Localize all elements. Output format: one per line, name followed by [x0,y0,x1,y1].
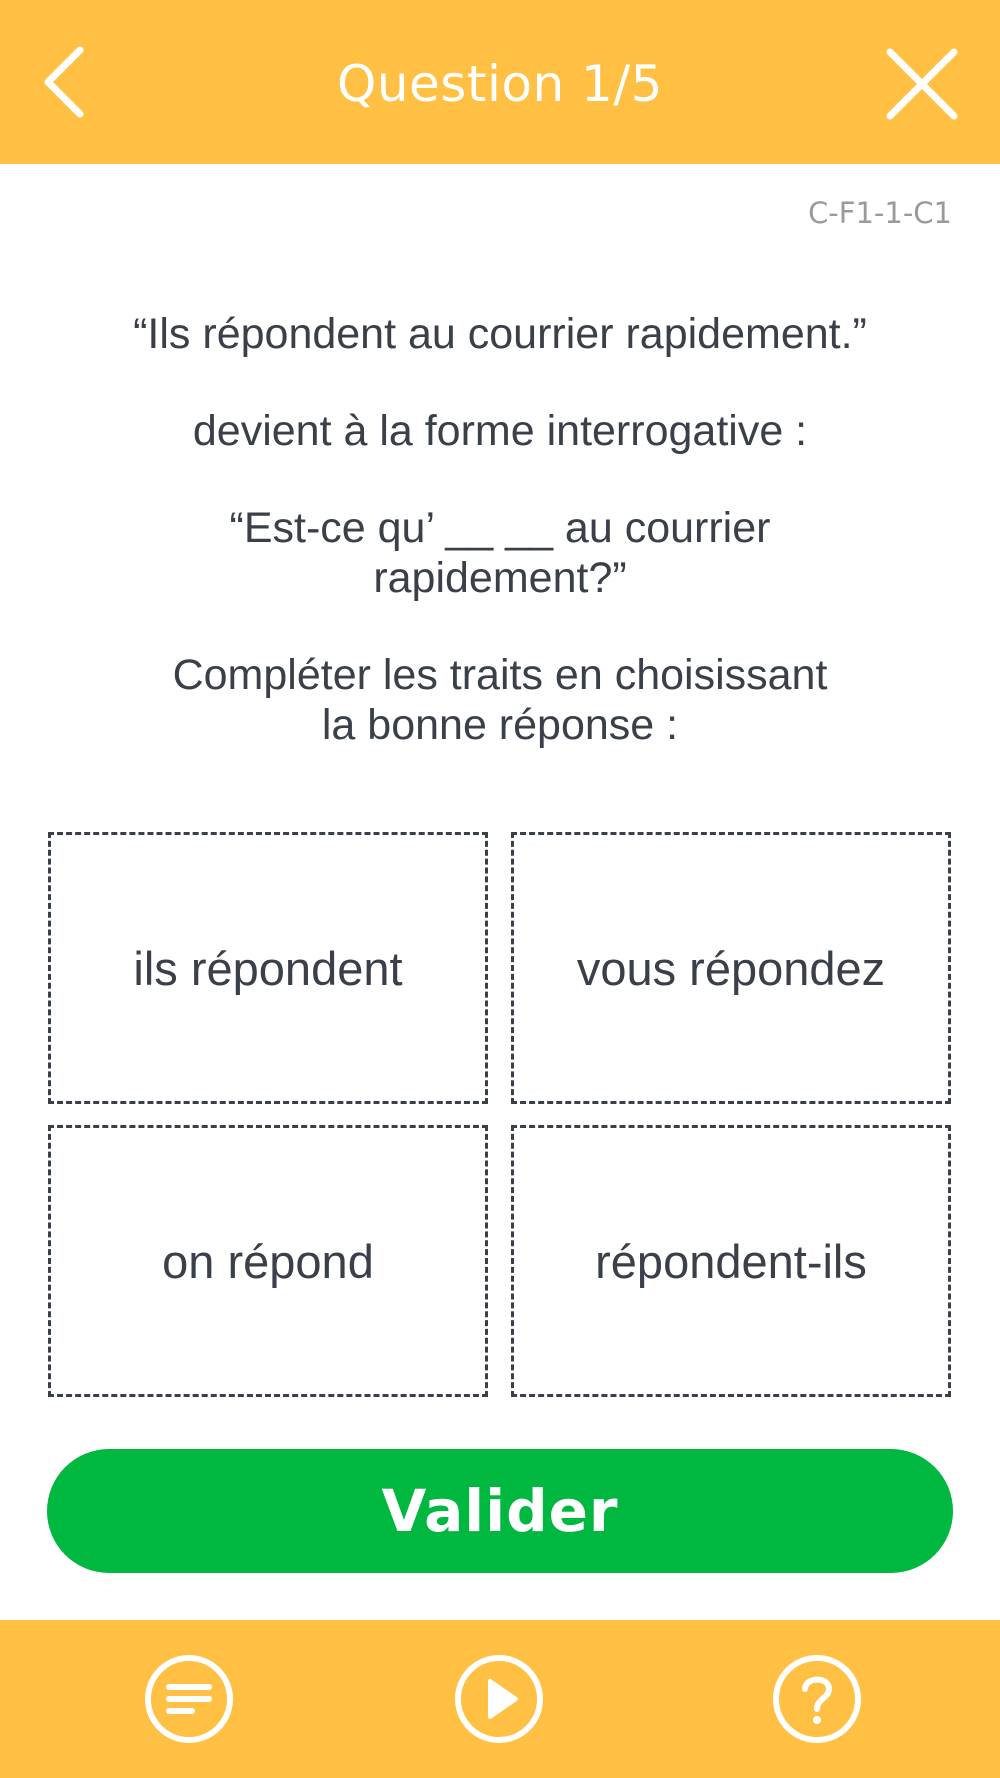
question-instruction: devient à la forme interrogative : [192,407,808,455]
play-icon [452,1652,546,1746]
question-template-line-2: rapidement?” [373,554,627,602]
question-template-line-1: “Est-ce qu’ __ __ au courrier [229,504,771,552]
help-icon [770,1652,864,1746]
top-bar [0,0,1000,164]
question-prompt-line-2: la bonne réponse : [321,701,679,749]
question-prompt-line-1: Compléter les traits en choisissant [172,651,828,699]
play-button[interactable] [452,1652,546,1746]
lesson-list-icon [142,1652,236,1746]
answer-option-on-repond[interactable]: on répond [48,1125,488,1397]
question-prompt [60,650,940,750]
answer-option-ils-repondent[interactable]: ils répondent [48,832,488,1104]
validate-button[interactable]: Valider [47,1449,953,1573]
answer-option-vous-repondez[interactable]: vous répondez [511,832,951,1104]
lesson-list-button[interactable] [142,1652,236,1746]
question-sentence: “Ils répondent au courrier rapidement.” [133,310,867,358]
answer-option-repondent-ils[interactable]: répondent-ils [511,1125,951,1397]
bottom-bar [0,1620,1000,1778]
question-template [60,503,940,603]
close-icon [882,44,962,124]
help-button[interactable] [770,1652,864,1746]
close-button[interactable] [882,44,962,124]
question-reference-code: C-F1-1-C1 [808,196,952,230]
page-title: Question 1/5 [337,55,663,113]
